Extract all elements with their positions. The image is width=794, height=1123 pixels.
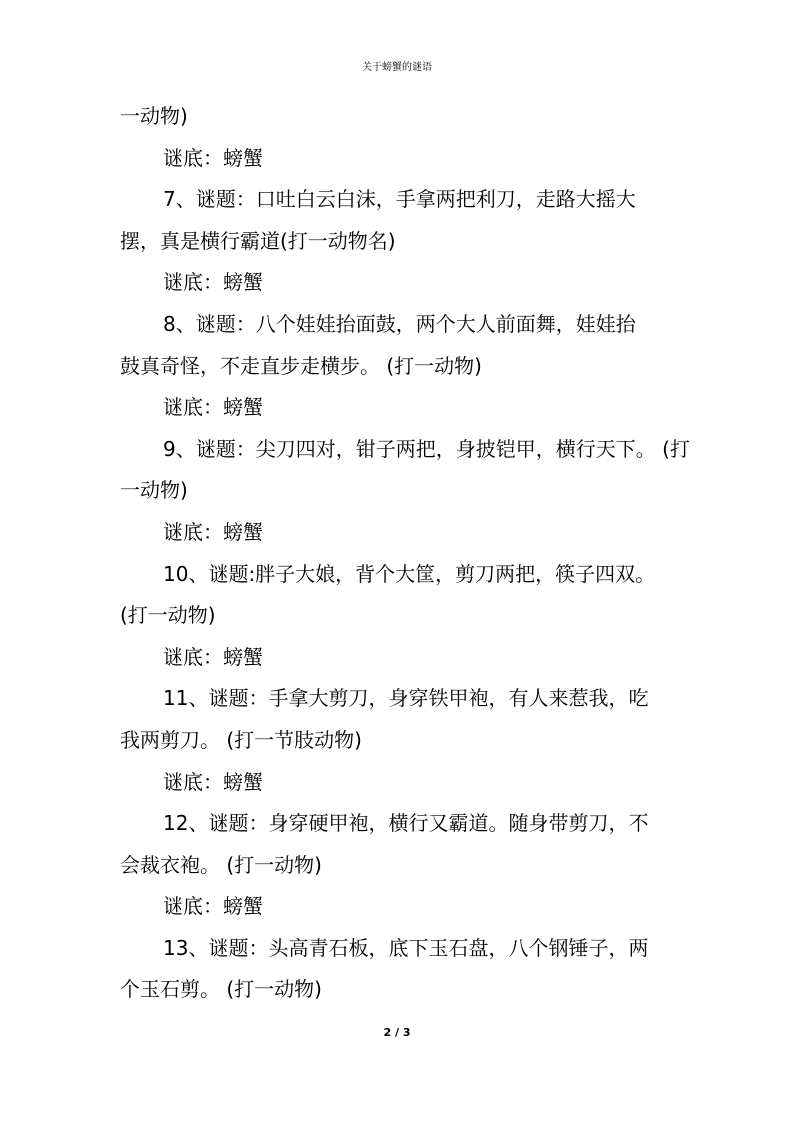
riddle-answer: 谜底：螃蟹 (163, 270, 263, 295)
riddle-line: 我两剪刀。 (打一节肢动物) (120, 727, 362, 752)
riddle-line: 一动物) (120, 104, 188, 128)
riddle-question: 8、谜题：八个娃娃抬面鼓，两个大人前面舞，娃娃抬 (163, 311, 636, 336)
riddle-question: 10、谜题:胖子大娘，背个大筐，剪刀两把，筷子四双。 (163, 561, 656, 586)
page-footer (0, 1026, 794, 1040)
riddle-line: 鼓真奇怪，不走直步走横步。 (打一动物) (120, 353, 482, 378)
riddle-question: 11、谜题：手拿大剪刀，身穿铁甲袍，有人来惹我，吃 (163, 686, 649, 711)
riddle-line: (打一动物) (120, 603, 216, 628)
page-header (0, 61, 794, 75)
riddle-line: 个玉石剪。 (打一动物) (120, 977, 322, 1002)
riddle-answer: 谜底：螃蟹 (163, 894, 263, 919)
riddle-answer: 谜底：螃蟹 (163, 519, 263, 544)
page-number: 2 / 3 (383, 1026, 411, 1039)
riddle-question: 12、谜题：身穿硬甲袍，横行又霸道。随身带剪刀，不 (163, 811, 649, 836)
riddle-answer: 谜底：螃蟹 (163, 395, 263, 420)
riddle-question: 7、谜题：口吐白云白沫，手拿两把利刀，走路大摇大 (163, 187, 636, 212)
riddle-line: 一动物) (120, 478, 188, 503)
riddle-answer: 谜底：螃蟹 (163, 145, 263, 170)
riddle-answer: 谜底：螃蟹 (163, 644, 263, 669)
riddle-question: 9、谜题：尖刀四对，钳子两把，身披铠甲，横行天下。 (打 (163, 436, 690, 461)
document-title: 关于螃蟹的谜语 (362, 62, 432, 73)
riddle-line: 会裁衣袍。 (打一动物) (120, 852, 322, 877)
riddle-question: 13、谜题：头高青石板，底下玉石盘，八个钢锤子，两 (163, 935, 649, 960)
riddle-answer: 谜底：螃蟹 (163, 769, 263, 794)
document-body (120, 96, 700, 1011)
riddle-line: 摆，真是横行霸道(打一动物名) (120, 228, 396, 253)
